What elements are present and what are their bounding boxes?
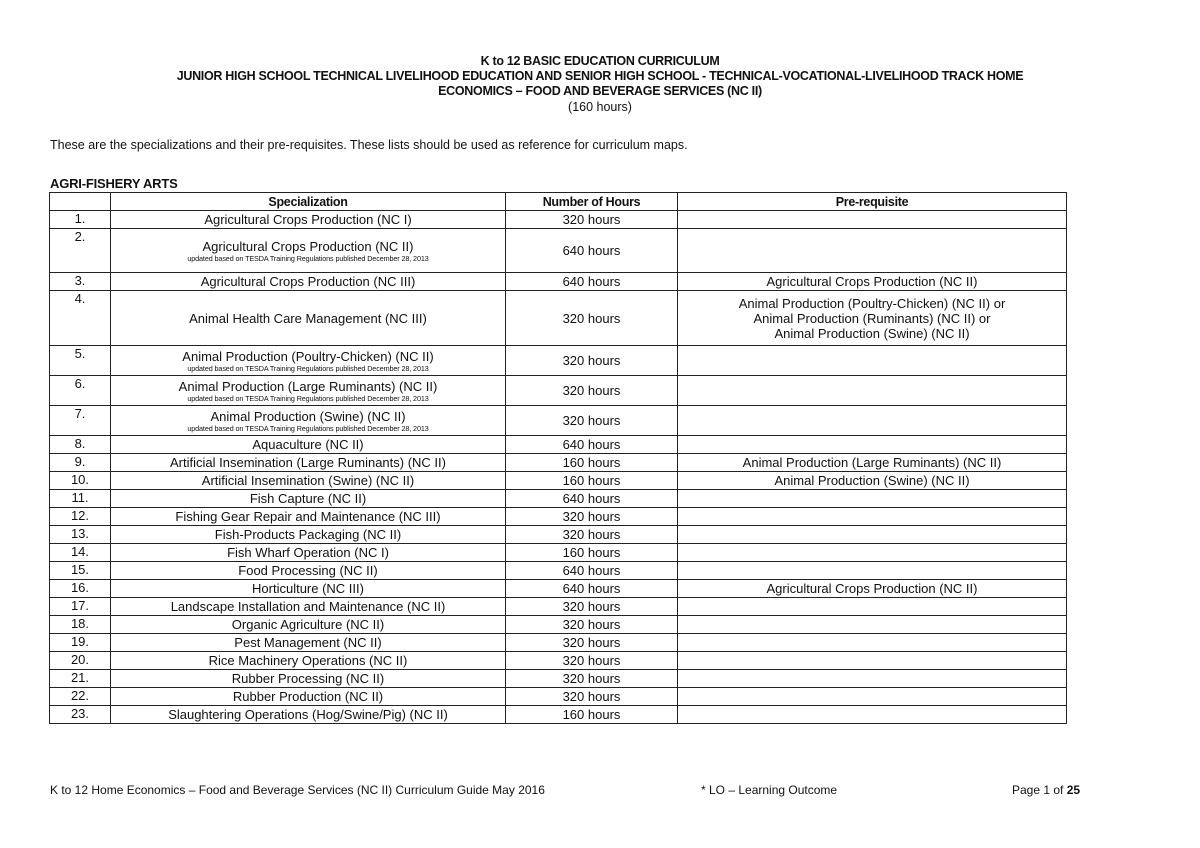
row-specialization — [111, 652, 506, 670]
specialization-name: Artificial Insemination (Large Ruminants) (NC II) — [170, 455, 446, 470]
row-prerequisite — [678, 346, 1067, 376]
row-specialization — [111, 436, 506, 454]
row-number: 8. — [50, 436, 111, 454]
row-specialization — [111, 406, 506, 436]
table-row — [50, 634, 1067, 652]
specialization-table — [49, 192, 1067, 724]
specialization-name: Fish-Products Packaging (NC II) — [214, 527, 402, 542]
table-row — [50, 273, 1067, 291]
row-specialization — [111, 598, 506, 616]
row-prerequisite — [678, 598, 1067, 616]
specialization-name: Animal Production (Swine) (NC II) — [210, 408, 406, 424]
table-row — [50, 406, 1067, 436]
row-hours: 320 hours — [506, 376, 678, 406]
row-hours: 320 hours — [506, 211, 678, 229]
row-prerequisite — [678, 670, 1067, 688]
row-prerequisite — [678, 406, 1067, 436]
intro-text: These are the specializations and their pre-requisites. These lists should be used as reference for curriculum maps. — [50, 138, 688, 152]
row-number: 20. — [50, 652, 111, 670]
row-specialization — [111, 229, 506, 273]
footer-guide-title: K to 12 Home Economics – Food and Beverage Services (NC II) Curriculum Guide May 2016 — [50, 783, 545, 797]
row-hours: 640 hours — [506, 436, 678, 454]
table-row — [50, 211, 1067, 229]
prerequisite-line: Animal Production (Poultry-Chicken) (NC II) or — [738, 295, 1006, 311]
row-number: 22. — [50, 688, 111, 706]
row-specialization — [111, 454, 506, 472]
header-title-line2: JUNIOR HIGH SCHOOL TECHNICAL LIVELIHOOD EDUCATION AND SENIOR HIGH SCHOOL - TECHNICAL-VOCATIONAL-LIVELIHOOD TRACK HOME — [176, 69, 1024, 83]
row-prerequisite — [678, 580, 1067, 598]
table-row — [50, 616, 1067, 634]
table-row — [50, 472, 1067, 490]
row-hours: 320 hours — [506, 670, 678, 688]
table-row — [50, 436, 1067, 454]
row-specialization — [111, 472, 506, 490]
table-row — [50, 652, 1067, 670]
row-number: 7. — [50, 406, 111, 436]
specialization-name: Food Processing (NC II) — [238, 563, 378, 578]
row-prerequisite — [678, 562, 1067, 580]
specialization-note: updated based on TESDA Training Regulations published December 28, 2013 — [187, 253, 429, 263]
specialization-name: Landscape Installation and Maintenance (NC II) — [170, 599, 446, 614]
specialization-name: Slaughtering Operations (Hog/Swine/Pig) (NC II) — [168, 707, 448, 722]
table-row — [50, 526, 1067, 544]
row-specialization — [111, 291, 506, 346]
specialization-name: Fish Wharf Operation (NC I) — [227, 545, 389, 560]
header-hours: Number of Hours — [506, 193, 678, 211]
prerequisite-line: Animal Production (Swine) (NC II) — [774, 325, 970, 341]
row-specialization — [111, 376, 506, 406]
row-hours: 320 hours — [506, 526, 678, 544]
row-prerequisite — [678, 688, 1067, 706]
specialization-name: Organic Agriculture (NC II) — [231, 617, 385, 632]
specialization-note: updated based on TESDA Training Regulations published December 28, 2013 — [187, 363, 429, 373]
row-number: 18. — [50, 616, 111, 634]
header-title-line1: K to 12 BASIC EDUCATION CURRICULUM — [480, 54, 720, 68]
row-prerequisite — [678, 211, 1067, 229]
row-number: 3. — [50, 273, 111, 291]
row-number: 17. — [50, 598, 111, 616]
row-hours: 320 hours — [506, 598, 678, 616]
prerequisite-line: Animal Production (Large Ruminants) (NC II) — [742, 455, 1002, 470]
row-number: 13. — [50, 526, 111, 544]
row-hours: 640 hours — [506, 562, 678, 580]
header-number — [50, 193, 111, 211]
row-specialization — [111, 211, 506, 229]
row-hours: 160 hours — [506, 454, 678, 472]
row-specialization — [111, 706, 506, 724]
row-specialization — [111, 580, 506, 598]
row-hours: 640 hours — [506, 580, 678, 598]
row-number: 10. — [50, 472, 111, 490]
row-prerequisite — [678, 472, 1067, 490]
table-body — [50, 211, 1067, 724]
row-prerequisite — [678, 706, 1067, 724]
table-row — [50, 291, 1067, 346]
row-prerequisite — [678, 229, 1067, 273]
table-row — [50, 670, 1067, 688]
row-number: 14. — [50, 544, 111, 562]
row-specialization — [111, 670, 506, 688]
row-prerequisite — [678, 616, 1067, 634]
specialization-name: Fish Capture (NC II) — [249, 491, 367, 506]
specialization-name: Agricultural Crops Production (NC I) — [204, 212, 412, 227]
header-prerequisite: Pre-requisite — [678, 193, 1067, 211]
specialization-name: Horticulture (NC III) — [252, 581, 364, 596]
prerequisite-line: Agricultural Crops Production (NC II) — [766, 274, 978, 289]
table-row — [50, 454, 1067, 472]
specialization-name: Artificial Insemination (Swine) (NC II) — [201, 473, 415, 488]
row-hours: 320 hours — [506, 616, 678, 634]
table-row — [50, 346, 1067, 376]
specialization-name: Rubber Processing (NC II) — [231, 671, 385, 686]
specialization-name: Rice Machinery Operations (NC II) — [208, 653, 408, 668]
row-number: 6. — [50, 376, 111, 406]
table-row — [50, 490, 1067, 508]
prerequisite-line: Agricultural Crops Production (NC II) — [766, 581, 978, 596]
row-number: 19. — [50, 634, 111, 652]
row-prerequisite — [678, 508, 1067, 526]
row-hours: 640 hours — [506, 273, 678, 291]
specialization-note: updated based on TESDA Training Regulations published December 28, 2013 — [187, 393, 429, 403]
table-row — [50, 580, 1067, 598]
row-hours: 640 hours — [506, 229, 678, 273]
row-number: 12. — [50, 508, 111, 526]
document-header — [0, 54, 1200, 115]
row-specialization — [111, 562, 506, 580]
prerequisite-line: Animal Production (Swine) (NC II) — [774, 473, 970, 488]
specialization-name: Animal Health Care Management (NC III) — [189, 310, 427, 326]
specialization-name: Animal Production (Poultry-Chicken) (NC II) — [182, 348, 434, 364]
footer-legend: * LO – Learning Outcome — [701, 783, 838, 797]
row-number: 23. — [50, 706, 111, 724]
specialization-name: Agricultural Crops Production (NC II) — [202, 238, 414, 254]
row-hours: 640 hours — [506, 490, 678, 508]
row-hours: 320 hours — [506, 508, 678, 526]
row-number: 21. — [50, 670, 111, 688]
row-specialization — [111, 273, 506, 291]
table-row — [50, 562, 1067, 580]
row-specialization — [111, 526, 506, 544]
row-hours: 320 hours — [506, 634, 678, 652]
page-total: 25 — [1066, 783, 1081, 797]
specialization-name: Aquaculture (NC II) — [252, 437, 364, 452]
row-number: 5. — [50, 346, 111, 376]
row-prerequisite — [678, 454, 1067, 472]
table-row — [50, 598, 1067, 616]
page-prefix: Page 1 of — [1012, 783, 1067, 797]
row-prerequisite — [678, 526, 1067, 544]
row-prerequisite — [678, 376, 1067, 406]
row-specialization — [111, 490, 506, 508]
row-hours: 320 hours — [506, 406, 678, 436]
table-row — [50, 544, 1067, 562]
row-hours: 160 hours — [506, 706, 678, 724]
row-specialization — [111, 634, 506, 652]
footer-page-number — [1012, 783, 1080, 797]
specialization-name: Pest Management (NC II) — [234, 635, 382, 650]
table-row — [50, 706, 1067, 724]
row-number: 2. — [50, 229, 111, 273]
row-number: 4. — [50, 291, 111, 346]
row-hours: 320 hours — [506, 346, 678, 376]
row-number: 9. — [50, 454, 111, 472]
specialization-name: Animal Production (Large Ruminants) (NC II) — [178, 378, 438, 394]
specialization-name: Agricultural Crops Production (NC III) — [200, 274, 416, 289]
row-prerequisite — [678, 291, 1067, 346]
specialization-name: Fishing Gear Repair and Maintenance (NC III) — [175, 509, 441, 524]
table-row — [50, 508, 1067, 526]
row-prerequisite — [678, 544, 1067, 562]
header-specialization: Specialization — [111, 193, 506, 211]
specialization-note: updated based on TESDA Training Regulations published December 28, 2013 — [187, 423, 429, 433]
row-prerequisite — [678, 652, 1067, 670]
row-hours: 320 hours — [506, 688, 678, 706]
row-specialization — [111, 544, 506, 562]
header-title-line3: ECONOMICS – FOOD AND BEVERAGE SERVICES (NC II) — [438, 84, 762, 98]
section-title: AGRI-FISHERY ARTS — [50, 176, 178, 191]
table-row — [50, 229, 1067, 273]
table-row — [50, 688, 1067, 706]
row-hours: 320 hours — [506, 652, 678, 670]
row-hours: 160 hours — [506, 544, 678, 562]
specialization-name: Rubber Production (NC II) — [232, 689, 384, 704]
header-hours: (160 hours) — [568, 100, 632, 114]
row-specialization — [111, 346, 506, 376]
row-number: 15. — [50, 562, 111, 580]
table-header-row — [50, 193, 1067, 211]
row-number: 16. — [50, 580, 111, 598]
row-number: 11. — [50, 490, 111, 508]
row-prerequisite — [678, 634, 1067, 652]
row-specialization — [111, 688, 506, 706]
row-number: 1. — [50, 211, 111, 229]
row-specialization — [111, 508, 506, 526]
row-prerequisite — [678, 436, 1067, 454]
row-hours: 320 hours — [506, 291, 678, 346]
prerequisite-line: Animal Production (Ruminants) (NC II) or — [753, 310, 991, 326]
row-hours: 160 hours — [506, 472, 678, 490]
table-row — [50, 376, 1067, 406]
row-prerequisite — [678, 490, 1067, 508]
row-specialization — [111, 616, 506, 634]
row-prerequisite — [678, 273, 1067, 291]
